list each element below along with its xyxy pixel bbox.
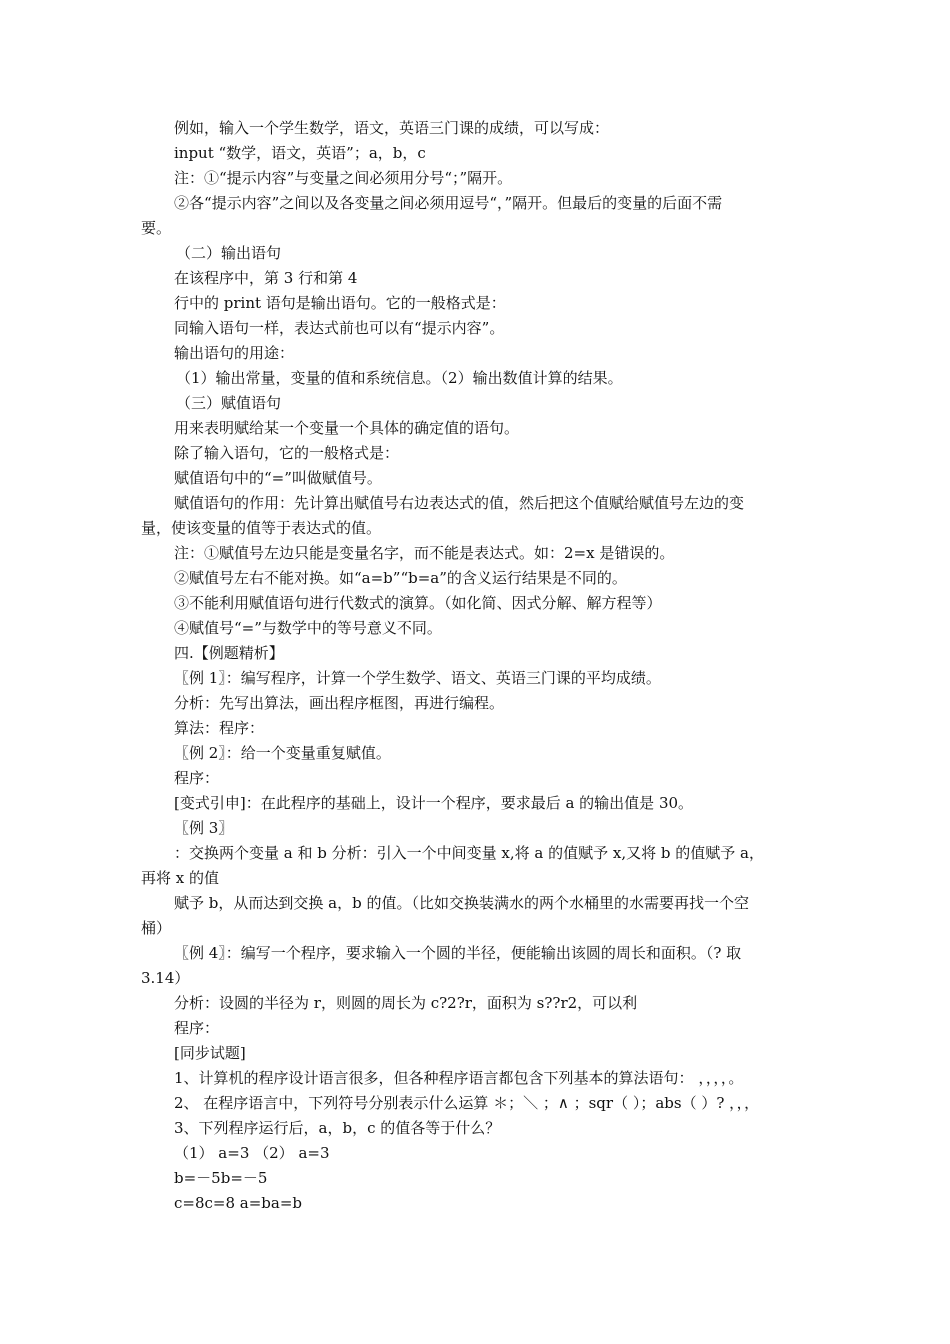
text-line: 2、 在程序语言中，下列符号分别表示什么运算 ＊；＼ ；∧ ；sqr（ ）；abs（ ）? ，，， xyxy=(174,1094,760,1112)
text-line: 输出语句的用途： xyxy=(174,344,295,362)
text-line: 算法：程序： xyxy=(174,719,265,737)
text-line: 同输入语句一样，表达式前也可以有“提示内容”。 xyxy=(174,319,505,337)
text-line: 用来表明赋给某一个变量一个具体的确定值的语句。 xyxy=(174,419,520,437)
text-line: c=8c=8 a=ba=b xyxy=(174,1194,303,1212)
text-line: b=－5b=－5 xyxy=(174,1169,268,1187)
text-line: 分析：先写出算法，画出程序框图，再进行编程。 xyxy=(174,694,505,712)
text-line: ②各“提示内容”之间以及各变量之间必须用逗号“，”隔开。但最后的变量的后面不需 xyxy=(174,194,723,212)
text-line: 程序： xyxy=(174,1019,220,1037)
text-line: 〖例 4〗：编写一个程序，要求输入一个圆的半径，便能输出该圆的周长和面积。（? 取 xyxy=(174,944,742,962)
text-line: 注：①赋值号左边只能是变量名字，而不能是表达式。如：2=x 是错误的。 xyxy=(174,544,675,562)
text-line: 〖例 2〗：给一个变量重复赋值。 xyxy=(174,744,391,762)
text-line: ：交换两个变量 a 和 b 分析：引入一个中间变量 x,将 a 的值赋予 x,又将 b 的值赋予 a， xyxy=(174,844,764,862)
text-line: 赋值语句中的“=”叫做赋值号。 xyxy=(174,469,382,487)
section-heading: 四.【例题精析】 xyxy=(174,644,284,662)
text-line: 除了输入语句，它的一般格式是： xyxy=(174,444,400,462)
text-line: （1） a=3 （2） a=3 xyxy=(174,1144,330,1162)
text-line: [同步试题] xyxy=(174,1044,246,1062)
text-line: 3、下列程序运行后，a，b，c 的值各等于什么？ xyxy=(174,1119,501,1137)
text-line: 赋值语句的作用：先计算出赋值号右边表达式的值，然后把这个值赋给赋值号左边的变 xyxy=(174,494,745,512)
text-line: 注：①“提示内容”与变量之间必须用分号“；”隔开。 xyxy=(174,169,513,187)
text-line: 1、计算机的程序设计语言很多，但各种程序语言都包含下列基本的算法语句： ，，，，。 xyxy=(174,1069,744,1087)
text-line: 量，使该变量的值等于表达式的值。 xyxy=(141,519,382,537)
text-line: ④赋值号“=”与数学中的等号意义不同。 xyxy=(174,619,442,637)
text-line: 3.14） xyxy=(141,969,190,987)
text-line: 行中的 print 语句是输出语句。它的一般格式是： xyxy=(174,294,506,312)
text-line: 桶） xyxy=(141,919,172,937)
text-line: 赋予 b，从而达到交换 a，b 的值。（比如交换装满水的两个水桶里的水需要再找一个空 xyxy=(174,894,749,912)
text-line: 〖例 1〗：编写程序，计算一个学生数学、语文、英语三门课的平均成绩。 xyxy=(174,669,661,687)
section-heading: （二）输出语句 xyxy=(176,244,282,262)
text-line: （1）输出常量，变量的值和系统信息。（2）输出数值计算的结果。 xyxy=(176,369,623,387)
text-line: 分析：设圆的半径为 r，则圆的周长为 c?2?r，面积为 s??r2，可以利 xyxy=(174,994,638,1012)
text-line: 〖例 3〗 xyxy=(174,819,234,837)
text-line: 要。 xyxy=(141,219,172,237)
section-heading: （三）赋值语句 xyxy=(176,394,282,412)
text-line: 再将 x 的值 xyxy=(141,869,219,887)
text-line: input “数学，语文，英语”；a，b，c xyxy=(174,144,426,162)
text-line: 例如，输入一个学生数学，语文，英语三门课的成绩，可以写成： xyxy=(174,119,610,137)
text-line: 在该程序中，第 3 行和第 4 xyxy=(174,269,358,287)
text-line: [变式引申]：在此程序的基础上，设计一个程序，要求最后 a 的输出值是 30。 xyxy=(174,794,694,812)
text-line: ②赋值号左右不能对换。如“a=b”“b=a”的含义运行结果是不同的。 xyxy=(174,569,627,587)
text-line: 程序： xyxy=(174,769,220,787)
text-line: ③不能利用赋值语句进行代数式的演算。（如化简、因式分解、解方程等） xyxy=(174,594,662,612)
